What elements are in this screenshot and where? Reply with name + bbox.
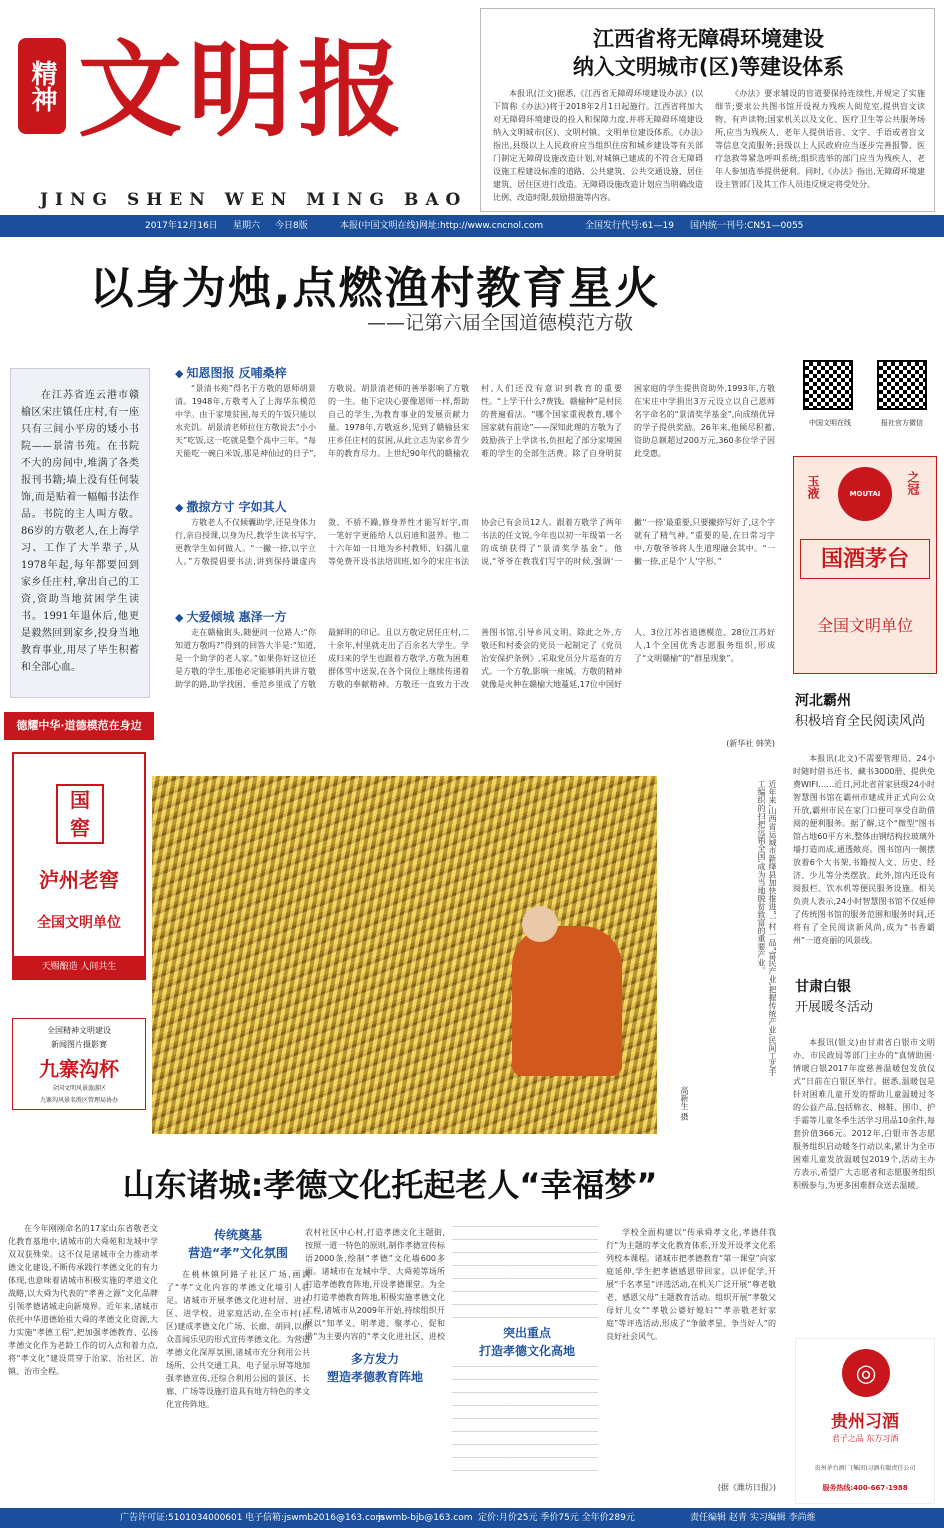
ad-maotai-right: 之冠: [906, 471, 920, 495]
ad-maotai-tag: 全国文明单位: [816, 616, 913, 635]
shandong-s3-head1: 突出重点: [502, 1326, 551, 1340]
ad-jiuzhai-sub1: 全国文明风景旅游区: [51, 1085, 106, 1092]
section-1-head: ◆ 知恩图报 反哺桑梓: [175, 366, 287, 380]
top-news-title-2: 纳入文明城市(区)等建设体系: [572, 55, 845, 79]
ad-guojiao-tag: 全国文明单位: [37, 915, 121, 931]
shandong-s1-head2: 营造“孝”文化氛围: [188, 1246, 288, 1260]
cn-code: 国内统一刊号:CN51—0055: [690, 221, 804, 231]
footer-license: 广告许可证:5101034000601: [120, 1513, 243, 1523]
feature-title: 以身为烛,点燃渔村教育星火: [89, 263, 661, 314]
shandong-s2-head1: 多方发力: [350, 1352, 399, 1366]
footer-bar: [0, 1508, 944, 1528]
top-news-col-1: 本报讯(江文)据悉,《江西省无障碍环境建设办法》(以下简称《办法》)将于2018年2月1日起施行。江西省将加大对无障碍环境建设的投入和保障力度,并将无障碍环境建设纳入文明城市(区)、文明村镇、文明单位建设体系。《办法》指出,县级以上人民政府应当组织住房和城乡建设等有关部门制定无障碍设施改造计划,对城镇已建成的不符合无障碍设施工程建设标准的道路、公共建筑、公共交通设施、居住建筑、居住区进行改造。无障碍设施改造计划应当明确改造比例、改造时限,鼓励措施等内容。: [493, 89, 703, 202]
page-count: 今日8版: [275, 221, 308, 231]
shandong-s1-head1: 传统奠基: [213, 1228, 262, 1242]
gansu-text: 本报讯(银文)由甘肃省白银市文明办、市民政局等部门主办的“真情助困·情暖白银2017年度慈善温暖包发放仪式”日前在白银区举行。据悉,温暖包是针对困难儿童开发的帮助儿童温暖过冬的公益产品,包括棉衣、棉鞋、围巾、护手霜等儿童冬季生活学习用品10余件,每套价值366元。2012年,白银市各志愿服务组织启动暖冬行动以来,累计为全市困难儿童发放温暖包2019个,活动主办方表示,希望广大志愿者和志愿服务组织积极参与,为更多困难群众送去温暖。: [793, 1038, 935, 1190]
worker-head: [522, 906, 558, 942]
section-3-text: 走在赣榆街头,随便问一位路人:“你知道方敬吗?”得到的回答大半是:“知道,是一个助学的老人家。”如果你好这位还是方敬的学生,那他必定能够明共讲方敬助学的路,助学找困、垂范乡里成了方敬最鲜明的印记。且以方敬定居任庄村,二十余年,村里就走出了百余名大学生。学成归来的学生也跟着方敬学,方敬为困难群体雪中送炭,在各个岗位上继续传递着方敬的奉献精神。方敬还一直致力于改善图书馆,引导乡风文明。除此之外,方敬还和村委会的党员一起制定了《党员治安保护条例》,采取党员分片巡查的方式。一个方敬,影响一座城。方敬的精神就像是火种在赣榆大地蔓延,17位中国好人、3位江苏省道德模范、28位江苏好人,1个全国优秀志愿服务组织,形成了“文明赣榆”的“群星现象”。: [175, 628, 775, 689]
shandong-section-3: [452, 1226, 777, 1494]
ad-guojiao-brand: 泸州老窖: [39, 868, 119, 892]
top-news-col-2: 《办法》要求辅设的盲道要保持连续性,并规定了实施细节;要求公共图书馆开设视力残疾人阅览室,提供盲文读物、有声读物;国家机关以及文化、医疗卫生等公共服务场所,应当为残疾人、老年人提供语音、文字、手语或者盲文等信息交流服务;县级以上人民政府应当逐步完善报警、医疗急救等紧急呼叫系统;组织选举的部门应当为残疾人、老年人参加选举提供便利。同时,《办法》指出,无障碍环境建设主管部门及其工作人员违反规定将受处分。: [715, 89, 925, 189]
shandong-s3-head2: 打造孝德文化高地: [478, 1344, 575, 1358]
ad-xijiu-slogan: 君子之品 东方习酒: [831, 1434, 899, 1443]
ad-maotai-left: 玉液: [806, 475, 820, 499]
news-photo: [152, 776, 657, 1134]
feature-intro-box: [10, 368, 150, 698]
shandong-section-1: [166, 1226, 310, 1494]
section-1-text: “景清书苑”得名于方敬的恩师胡景清。1948年,方敬考入了上海华东模范中学。由于家境贫困,每天的午饭只能以水充饥。胡景清老师拉住方敬说去“小小天”吃饭,这一吃就是整个高中三年。“每天能吃一碗白米饭,那是神仙过的日子”,方敬说。胡景清老师的善举影响了方敬的一生。他下定决心要像恩师一样,帮助自己的学生,为教育事业的发展贡献力量。1978年,方敬返乡,见到了赣榆县宋庄乡任庄村的贫困,从此立志为家乡青少年的教育尽力。上世纪90年代的赣榆农村,人们还没有意识到教育的重要性。“上学干什么?费钱。赣榆种”是村民的普遍看法。“哪个国家重视教育,哪个国家就有前途”——深知此理的方敬为了鼓励孩子上学读书,负担起了部分家境困难的学生的全部生活费。除了自身明贫困家庭的学生提供资助外,1993年,方敬在宋庄中学捐出3万元设立以自己恩师名字命名的“景清奖学基金”,向成绩优异的学子提供奖励。26年来,他倾尽积蓄,资助总额超过200万元,360多位学子因此受惠。: [175, 384, 775, 458]
photo-caption: 近年来,山西省运城市新绛县加快推进“一村一品”富民产业,把握传统产业,民间工艺手工编织的扫把远销全国,成为当地脱贫致富的重要产业。: [757, 780, 777, 1076]
ad-jiuzhai-line1: 全国精神文明建设: [47, 1026, 111, 1035]
triangle-icon: ◆: [175, 611, 184, 624]
footer-price: 定价:月价25元 季价75元 全年价289元: [478, 1513, 635, 1523]
shandong-s3-filler-2: [452, 1366, 598, 1482]
hebei-subtitle: 积极培育全民阅读风尚: [795, 714, 926, 729]
shandong-s3-text: 学校全面构建以“传承舜孝文化,孝德伴我行”为主题的孝文化教育体系,开发开设孝文化系列校本课程。诸城市把孝德教育“第一课堂”向家庭延伸,学生把孝德感恩带回家。以评促学,开展“千名孝星”评选活动,在机关广泛开展“尊老敬老、感恩父母”主题教育活动。组织开展“孝敬父母好儿女”“孝敬公婆好媳妇”“孝亲敬老好家庭”等评选活动,形成了“争做孝星、争当好人”的良好社会风气。: [606, 1228, 776, 1341]
guojiao-seal: 国 窖: [56, 784, 104, 844]
ad-jiuzhai-line2: 新闻图片摄影赛: [51, 1040, 107, 1049]
top-news-title-1: 江西省将无障碍环境建设: [593, 27, 824, 51]
ad-xijiu-brand: 贵州习酒: [831, 1412, 899, 1432]
ad-xijiu-company: 贵州茅台酒厂(集团)习酒有限责任公司: [814, 1465, 916, 1472]
qr-label-2: 报社官方微信: [881, 419, 923, 427]
logo-pinyin: JING SHEN WEN MING BAO: [40, 190, 468, 210]
top-news-box: [480, 8, 935, 212]
date-bar: [0, 215, 944, 237]
maotai-logo-icon: MOUTAI: [838, 467, 892, 521]
distribution-code: 全国发行代号:61—19: [585, 221, 674, 231]
publisher-url[interactable]: 本报(中国文明在线)网址:http://www.cncnol.com: [340, 221, 544, 231]
section-2-text: 方敬老人不仅倾囊助学,还是身体力行,亲自授课,以身为尺,教学生读书写字,更教学生如何做人。“一撇一捺,以字立人。”方敬提倡要书法,讲到保持谦虚内敛、不骄不躁,修身养性才能写好字,而一笔好字更能给人以启迪和滋养。他二十六年如一日地为乡村教师、妇孺儿童等免费开设书法培训班,如今的宋庄书法协会已有会员12人。跟着方敬学了两年书法的任文锐,今年也以初一年级第一名的成绩获得了“景清奖学基金”。他说,“爷爷在教我们写字的时候,强调‘一撇’‘一捺’最重要,只要撇捺写好了,这个字就有了精气神。”重要的是,在日常习字中,方敬爷爷将人生道理融会其中。“一撇一捺,正是个‘人’字形。”: [175, 518, 775, 566]
qr-block: [795, 360, 935, 432]
banner-left: 德耀中华·道德模范在身边: [4, 712, 154, 740]
section-2-head: ◆ 撒掠方寸 字如其人: [175, 500, 287, 514]
hebei-title: 河北霸州: [795, 693, 851, 709]
triangle-icon: ◆: [175, 501, 184, 514]
feature-subtitle: ——记第六届全国道德模范方敬: [366, 312, 633, 334]
ad-jiuzhai-brand: 九寨沟杯: [39, 1057, 119, 1081]
feature-section-3: [165, 604, 775, 750]
photo-author: 高新生 摄: [680, 1086, 689, 1121]
ad-xijiu-hotline: 服务热线:400-667-1988: [822, 1484, 908, 1492]
ad-jiuzhai[interactable]: [12, 1018, 146, 1110]
shandong-credit: (据《潍坊日报》): [717, 1483, 776, 1492]
ad-maotai-name: 国酒茅台: [800, 539, 930, 579]
feature-credit: (新华社 韩笑): [726, 739, 775, 748]
hebei-text: 本报讯(北文)不需要管理员、24小时随时借书还书、藏书3000册、提供免费WIFI……近日,河北省首家县级24小时智慧图书馆在霸州市建成并正式向公众开放,霸州市民在家门口便可享受自助借阅的便利服务。据了解,这个“微型”图书馆占地60平方米,整体由钢结构拉玻璃外墙打造而成,通透敞亮。图书馆内一侧摆放着6个大书架,书籍按人文、历史、经济、少儿等分类摆放。此外,馆内还设有阅报栏、饮水机等便民服务设施。相关负责人表示,24小时智慧图书馆不仅延伸了传统图书馆的服务范围和服务时间,还将有了全民阅读新风尚,成为“书香霸州”一道亮丽的风景线。: [793, 754, 935, 945]
shandong-s3-filler: [452, 1226, 598, 1318]
shandong-section-2: [305, 1226, 445, 1494]
gansu-subtitle: 开展暖冬活动: [795, 1000, 874, 1015]
shandong-s1-text: 在桃林镇阿路子社区广场,画满了“孝”文化内容的孝德文化墙引人驻足。诸城市开展孝德文化进村居、进社区、进学校、进家庭活动,在全市村(社区)建成孝德文化广场、长廊、胡同,以群众喜闻乐见的形式宣传孝德文化。为营造孝德文化深厚氛围,诸城市充分利用公共场所、公共交通工具、电子显示屏等地加强孝德宣传,还综合利用公园的景区、长廊、广场等设施打造具有地方特色的孝文化宣传阵地。: [166, 1270, 310, 1409]
qr-label-1: 中国文明在线: [809, 419, 851, 427]
ad-guojiao[interactable]: [12, 752, 146, 980]
triangle-icon: ◆: [175, 367, 184, 380]
shandong-s2-head2: 塑造孝德教育阵地: [326, 1370, 423, 1384]
qr-code-1[interactable]: [803, 360, 853, 410]
date: 2017年12月16日: [145, 221, 218, 231]
gansu-title: 甘肃白银: [795, 979, 851, 995]
ad-maotai[interactable]: [793, 456, 937, 674]
shandong-title: 山东诸城:孝德文化托起老人“幸福梦”: [122, 1166, 658, 1204]
section-3-head: ◆ 大爱倾城 惠泽一方: [175, 610, 287, 624]
ad-jiuzhai-sub2: 九寨沟风景名胜区管理局协办: [39, 1097, 118, 1104]
logo-title: 文明报: [78, 28, 409, 151]
feature-section-2: [165, 494, 775, 598]
ad-xijiu[interactable]: [795, 1338, 935, 1504]
shandong-lead: 在今年刚刚命名的17家山东省敬老文化教育基地中,诸城市的大舜苑和龙城中学双双获殊荣。这不仅是诸城市全力推动孝德文化建设,不断传承践行孝德文化的有力体现,也意味着诸城市积极实施的孝道文化战略,以大舜为代表的“孝善之源”文化品牌引领孝德诸城走向新境界。近年来,诸城市依托中华道德始祖大舜的孝德文化资源,大力实施“孝德工程”,把加强孝德教育、弘扬孝德文化作为老龄工作的切入点和着力点,将“孝文化”建设贯穿于治家、治社区、治镇、治市全程。: [8, 1224, 158, 1376]
weekday: 星期六: [233, 221, 261, 231]
logo-seal: 精神: [18, 38, 66, 134]
qr-code-2[interactable]: [877, 360, 927, 410]
shandong-s2-text-a: 农村社区中心村,打造孝德文化主题街,按照一道一特色的原则,制作孝德宣传标语2000条,绘制“孝德”文化墙600多面。诸城市在龙城中学、大舜苑等场所打造孝德教育阵地,开设孝德课堂。为全力打造孝德教育阵地,积极实施孝德文化工程,诸城市从2009年开始,持续组织开展以“知孝义、明孝道、聚孝心、促和谐”为主要内容的“孝文化进社区、进校: [305, 1228, 445, 1341]
footer-email-2[interactable]: jswmb-bjb@163.com: [378, 1513, 473, 1523]
footer-email[interactable]: 电子信箱:jswmb2016@163.com: [245, 1513, 385, 1523]
feature-intro: 在江苏省连云港市赣榆区宋庄镇任庄村,有一座只有三间小平房的矮小书院——景清书苑。在书院不大的房间中,堆满了各类报刊书籍;墙上没有任何装饰,而是贴着一幅幅书法作品。书院的主人叫方敬。86岁的方敬老人,在上海学习、工作了大半辈子,从1978年起,每年都要回到家乡任庄村,拿出自己的工资,资助当地贫困学生读书。1991年退休后,他更是毅然回到家乡,投身当地教育事业,用尽了毕生积蓄和全部心血。: [21, 390, 139, 673]
xijiu-logo-icon: ◎: [842, 1349, 890, 1397]
feature-section-1: [165, 360, 775, 490]
footer-editor: 责任编辑 赵青 实习编辑 李尚维: [690, 1513, 816, 1523]
ad-guojiao-slogan: 天赐酿造 人间共生: [14, 956, 144, 978]
worker-figure: [512, 926, 622, 1076]
